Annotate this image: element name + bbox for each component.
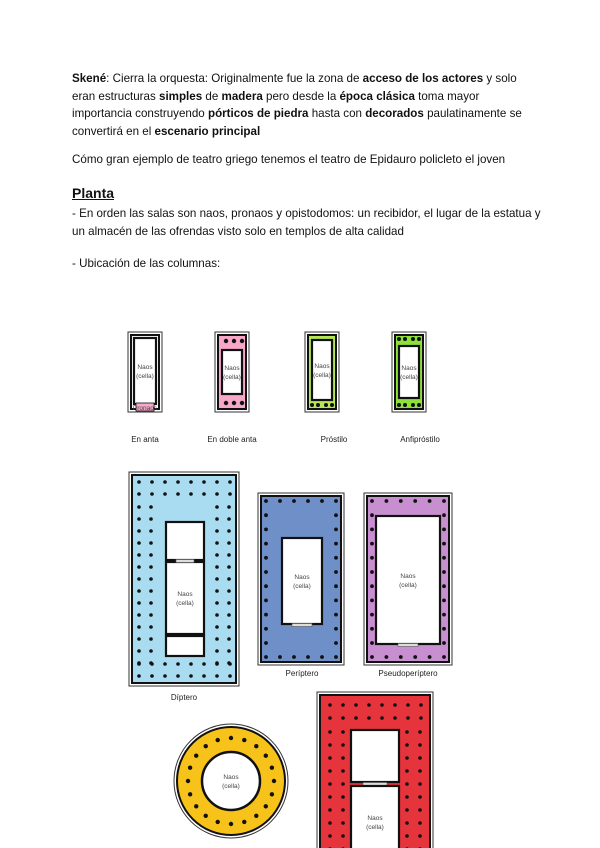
column xyxy=(176,492,180,496)
cella-diptero xyxy=(166,562,204,634)
column xyxy=(215,613,219,617)
column xyxy=(418,834,422,838)
column xyxy=(328,834,332,838)
column xyxy=(397,337,401,341)
column xyxy=(204,744,208,748)
column xyxy=(215,577,219,581)
column xyxy=(149,541,153,545)
column xyxy=(406,716,410,720)
column xyxy=(227,649,231,653)
column xyxy=(334,542,338,546)
column xyxy=(406,703,410,707)
column xyxy=(227,625,231,629)
cella-label: (cella) xyxy=(223,374,241,381)
column xyxy=(163,492,167,496)
rooms-paragraph: - En orden las salas son naos, pronaos y opistodomos: un recibidor, el lugar de la estatua y un almacén de las ofrendas visto solo en templos de alta calidad xyxy=(72,207,541,238)
column xyxy=(228,480,232,484)
naos-label: Naos xyxy=(224,365,240,372)
caption-pseudoperiptero: Pseudoperíptero xyxy=(378,669,438,678)
column xyxy=(227,505,231,509)
column xyxy=(215,553,219,557)
column xyxy=(149,613,153,617)
column xyxy=(186,779,190,783)
column xyxy=(354,703,358,707)
column xyxy=(328,808,332,812)
column xyxy=(188,792,192,796)
column xyxy=(442,513,446,517)
column xyxy=(264,528,268,532)
column xyxy=(163,480,167,484)
column xyxy=(202,480,206,484)
planta-heading: Planta xyxy=(72,185,115,201)
pronaos-red-temple xyxy=(351,730,399,782)
column xyxy=(264,499,268,503)
column xyxy=(215,625,219,629)
column xyxy=(328,782,332,786)
column xyxy=(264,570,268,574)
column xyxy=(411,337,415,341)
skene-text-6: hasta con xyxy=(308,107,366,120)
column xyxy=(137,505,141,509)
column xyxy=(341,703,345,707)
column xyxy=(227,661,231,665)
column xyxy=(413,499,417,503)
column xyxy=(227,565,231,569)
caption-en-doble-anta: En doble anta xyxy=(207,435,257,444)
column xyxy=(405,769,409,773)
column xyxy=(149,565,153,569)
column xyxy=(240,401,244,405)
column xyxy=(227,529,231,533)
column xyxy=(202,674,206,678)
column xyxy=(380,716,384,720)
column xyxy=(370,627,374,631)
column xyxy=(370,599,374,603)
column xyxy=(316,403,320,407)
naos-label: Naos xyxy=(400,573,416,580)
cella-anfiprostilo xyxy=(399,346,419,398)
column xyxy=(370,613,374,617)
column xyxy=(202,662,206,666)
column xyxy=(306,655,310,659)
column xyxy=(215,589,219,593)
column xyxy=(405,834,409,838)
column xyxy=(341,834,345,838)
column xyxy=(405,795,409,799)
naos-label: Naos xyxy=(314,363,330,370)
column xyxy=(399,499,403,503)
skene-paragraph xyxy=(72,70,542,140)
column xyxy=(306,499,310,503)
skene-bold-7: escenario principal xyxy=(154,124,261,138)
naos-label: Naos xyxy=(294,574,310,581)
column xyxy=(399,655,403,659)
skene-text-4: pero desde la xyxy=(262,89,340,103)
column xyxy=(228,674,232,678)
column xyxy=(418,730,422,734)
column xyxy=(188,766,192,770)
column xyxy=(215,674,219,678)
column xyxy=(328,730,332,734)
column xyxy=(216,820,220,824)
skene-text-3: de xyxy=(202,89,222,103)
column xyxy=(137,480,141,484)
column xyxy=(418,743,422,747)
cella-label: (cella) xyxy=(399,582,417,589)
column xyxy=(370,513,374,517)
column xyxy=(418,795,422,799)
column xyxy=(334,556,338,560)
column xyxy=(137,637,141,641)
column xyxy=(189,492,193,496)
skene-text-5: toma mayor importancia construyendo xyxy=(72,89,480,120)
column xyxy=(149,637,153,641)
column xyxy=(215,649,219,653)
caption-prostilo: Próstilo xyxy=(320,435,348,444)
column xyxy=(227,541,231,545)
cella-label: (cella) xyxy=(222,783,240,790)
column xyxy=(442,570,446,574)
column xyxy=(385,499,389,503)
column xyxy=(334,499,338,503)
column xyxy=(292,499,296,503)
column xyxy=(403,403,407,407)
column xyxy=(341,730,345,734)
skene-bold-5: pórticos de piedra xyxy=(207,107,309,120)
column xyxy=(137,674,141,678)
column xyxy=(334,528,338,532)
column xyxy=(242,738,246,742)
column xyxy=(194,754,198,758)
column xyxy=(367,716,371,720)
column xyxy=(417,403,421,407)
column xyxy=(264,613,268,617)
column xyxy=(385,655,389,659)
column xyxy=(215,529,219,533)
column xyxy=(264,599,268,603)
column xyxy=(405,808,409,812)
column xyxy=(189,480,193,484)
column xyxy=(270,792,274,796)
column xyxy=(341,769,345,773)
example-paragraph: Cómo gran ejemplo de teatro griego tenemos el teatro de Epidauro policleto el joven xyxy=(72,153,506,166)
column xyxy=(264,641,268,645)
column xyxy=(215,517,219,521)
column xyxy=(405,730,409,734)
column xyxy=(418,782,422,786)
column xyxy=(232,401,236,405)
column xyxy=(413,655,417,659)
cella-periptero xyxy=(282,538,322,624)
column xyxy=(254,744,258,748)
column xyxy=(176,662,180,666)
opistodomos-diptero xyxy=(166,636,204,656)
column xyxy=(137,589,141,593)
skene-text-7: paulatinamente se convertirá en el xyxy=(72,107,522,138)
cella-en-anta xyxy=(134,338,156,404)
column xyxy=(137,529,141,533)
column xyxy=(334,584,338,588)
naos-label: Naos xyxy=(223,774,239,781)
column xyxy=(334,599,338,603)
column xyxy=(229,822,233,826)
column xyxy=(334,613,338,617)
column xyxy=(442,655,446,659)
column xyxy=(270,766,274,770)
column xyxy=(149,529,153,533)
door xyxy=(176,560,194,563)
column xyxy=(341,743,345,747)
column xyxy=(292,655,296,659)
column xyxy=(442,528,446,532)
column xyxy=(405,743,409,747)
column xyxy=(137,661,141,665)
column xyxy=(227,589,231,593)
column xyxy=(393,716,397,720)
skene-text-1: : Cierra la orquesta: Originalmente fue la zona de xyxy=(106,72,363,85)
column xyxy=(370,655,374,659)
column xyxy=(137,553,141,557)
column xyxy=(320,655,324,659)
skene-term: Skené xyxy=(72,72,107,85)
column xyxy=(418,808,422,812)
column xyxy=(320,499,324,503)
column xyxy=(176,674,180,678)
cella-label: (cella) xyxy=(136,373,154,380)
column xyxy=(354,716,358,720)
column xyxy=(418,821,422,825)
column xyxy=(150,480,154,484)
column xyxy=(204,814,208,818)
cella-label: (cella) xyxy=(176,600,194,607)
column xyxy=(370,570,374,574)
column xyxy=(215,661,219,665)
column xyxy=(328,703,332,707)
door xyxy=(292,624,312,627)
cella-label: (cella) xyxy=(293,583,311,590)
column xyxy=(334,641,338,645)
column xyxy=(328,795,332,799)
column xyxy=(328,756,332,760)
column xyxy=(442,613,446,617)
caption-anfiprostilo: Anfipróstilo xyxy=(400,435,440,444)
temple-plans-diagram xyxy=(0,300,600,848)
column xyxy=(330,403,334,407)
column xyxy=(411,403,415,407)
column xyxy=(442,556,446,560)
column xyxy=(264,542,268,546)
column xyxy=(194,804,198,808)
column xyxy=(405,821,409,825)
column xyxy=(334,570,338,574)
column xyxy=(202,492,206,496)
column xyxy=(334,655,338,659)
column xyxy=(264,513,268,517)
column xyxy=(137,577,141,581)
column xyxy=(442,599,446,603)
column xyxy=(328,716,332,720)
column xyxy=(428,499,432,503)
column xyxy=(176,480,180,484)
column xyxy=(227,553,231,557)
column xyxy=(189,674,193,678)
column xyxy=(137,625,141,629)
column xyxy=(334,513,338,517)
skene-bold-2: simples xyxy=(159,89,203,103)
column xyxy=(216,738,220,742)
column xyxy=(310,403,314,407)
door xyxy=(398,644,418,647)
cella-pseudoperiptero xyxy=(376,516,440,644)
column xyxy=(215,505,219,509)
column xyxy=(428,655,432,659)
column xyxy=(417,337,421,341)
caption-periptero: Períptero xyxy=(285,669,319,678)
pronaos-label: Pronaos xyxy=(132,405,158,412)
column xyxy=(418,756,422,760)
column xyxy=(149,505,153,509)
column xyxy=(227,577,231,581)
column xyxy=(149,553,153,557)
column xyxy=(324,403,328,407)
column xyxy=(137,601,141,605)
column xyxy=(370,584,374,588)
column xyxy=(254,814,258,818)
column xyxy=(163,662,167,666)
column xyxy=(370,556,374,560)
skene-bold-1: acceso de los actores xyxy=(362,72,484,85)
column xyxy=(163,674,167,678)
column xyxy=(229,736,233,740)
column xyxy=(232,339,236,343)
column xyxy=(341,782,345,786)
column xyxy=(278,499,282,503)
column xyxy=(149,601,153,605)
column xyxy=(189,662,193,666)
column xyxy=(137,613,141,617)
skene-text-2: y solo eran estructuras xyxy=(72,72,517,103)
column xyxy=(149,517,153,521)
naos-label: Naos xyxy=(367,815,383,822)
column xyxy=(149,577,153,581)
column xyxy=(137,565,141,569)
column xyxy=(228,492,232,496)
column xyxy=(240,339,244,343)
column xyxy=(370,499,374,503)
column xyxy=(264,804,268,808)
column xyxy=(442,627,446,631)
column xyxy=(137,517,141,521)
column xyxy=(328,743,332,747)
column xyxy=(227,637,231,641)
column xyxy=(149,589,153,593)
columns-paragraph: - Ubicación de las columnas: xyxy=(72,257,221,270)
column xyxy=(137,541,141,545)
column xyxy=(149,649,153,653)
skene-bold-4: época clásica xyxy=(339,89,415,103)
column xyxy=(442,641,446,645)
column xyxy=(419,703,423,707)
column xyxy=(224,339,228,343)
cella-label: (cella) xyxy=(400,374,418,381)
column xyxy=(137,492,141,496)
column xyxy=(224,401,228,405)
column xyxy=(227,613,231,617)
column xyxy=(334,627,338,631)
column xyxy=(367,703,371,707)
column xyxy=(403,337,407,341)
column xyxy=(370,641,374,645)
column xyxy=(215,492,219,496)
column xyxy=(150,674,154,678)
column xyxy=(341,808,345,812)
column xyxy=(370,542,374,546)
column xyxy=(264,627,268,631)
column xyxy=(442,542,446,546)
column xyxy=(341,756,345,760)
column xyxy=(442,499,446,503)
column xyxy=(149,661,153,665)
column xyxy=(150,492,154,496)
column xyxy=(137,649,141,653)
column xyxy=(341,716,345,720)
column xyxy=(328,821,332,825)
skene-bold-6: decorados xyxy=(365,107,424,120)
column xyxy=(397,403,401,407)
pronaos-diptero xyxy=(166,522,204,560)
column xyxy=(418,769,422,773)
column xyxy=(215,480,219,484)
column xyxy=(419,716,423,720)
naos-label: Naos xyxy=(137,364,153,371)
skene-bold-3: madera xyxy=(221,89,263,103)
column xyxy=(264,754,268,758)
column xyxy=(341,795,345,799)
column xyxy=(328,769,332,773)
column xyxy=(215,637,219,641)
column xyxy=(405,782,409,786)
tholos-cella xyxy=(202,752,260,810)
column xyxy=(227,517,231,521)
column xyxy=(442,584,446,588)
column xyxy=(264,655,268,659)
column xyxy=(341,821,345,825)
caption-en-anta: En anta xyxy=(131,435,159,444)
column xyxy=(278,655,282,659)
caption-diptero: Díptero xyxy=(170,693,198,702)
cella-label: (cella) xyxy=(313,372,331,379)
column xyxy=(149,625,153,629)
column xyxy=(272,779,276,783)
column xyxy=(215,541,219,545)
column xyxy=(242,820,246,824)
naos-label: Naos xyxy=(401,365,417,372)
column xyxy=(264,584,268,588)
column xyxy=(215,601,219,605)
cella-label: (cella) xyxy=(366,824,384,831)
column xyxy=(370,528,374,532)
cella-en-doble-anta xyxy=(222,350,242,394)
column xyxy=(380,703,384,707)
column xyxy=(215,565,219,569)
column xyxy=(405,756,409,760)
column xyxy=(393,703,397,707)
naos-label: Naos xyxy=(177,591,193,598)
column xyxy=(227,601,231,605)
cella-prostilo xyxy=(312,340,332,400)
column xyxy=(264,556,268,560)
